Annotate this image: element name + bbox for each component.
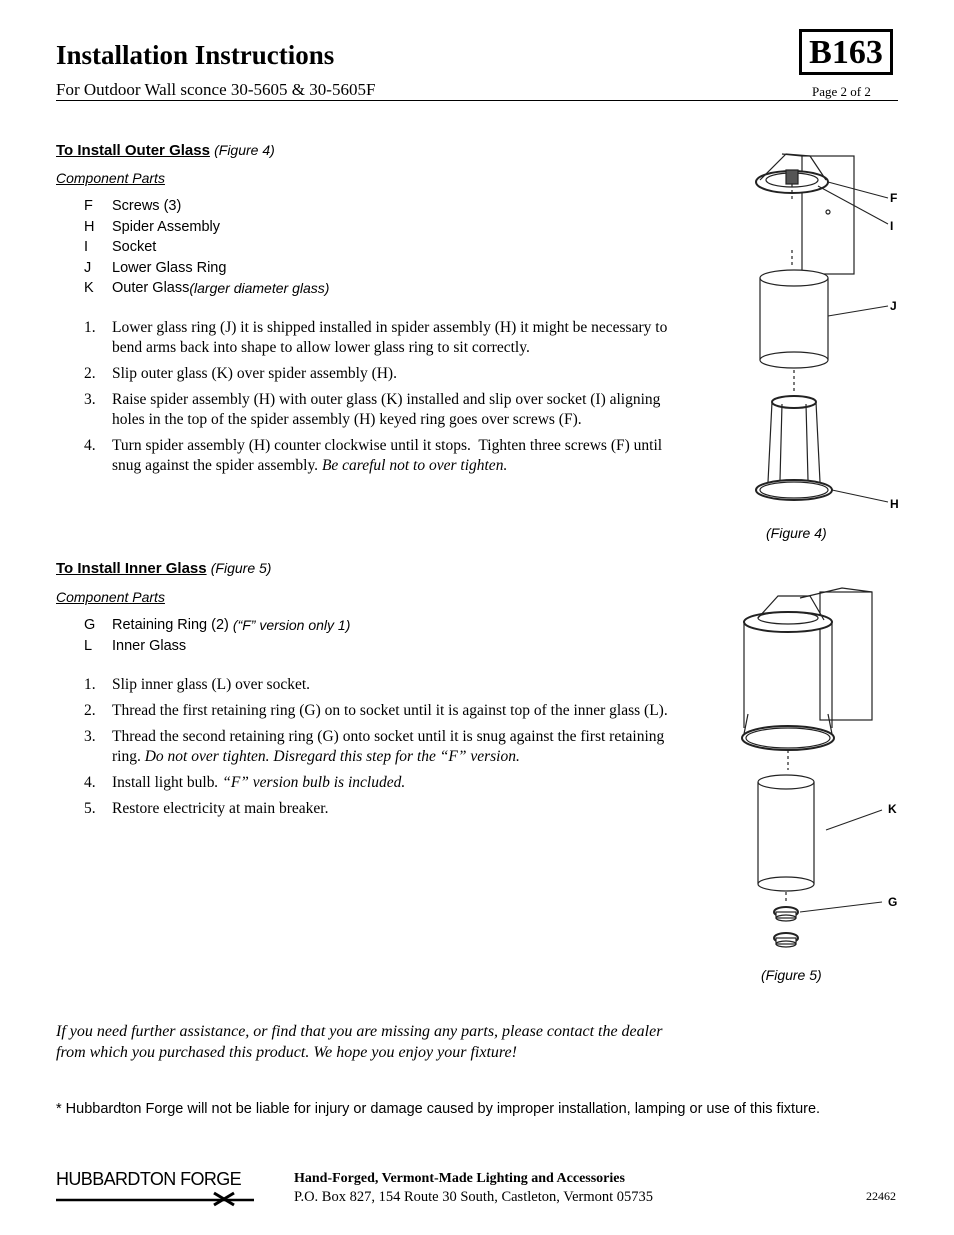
- page-subtitle: For Outdoor Wall sconce 30-5605 & 30-5605F: [56, 80, 376, 99]
- inner-glass-shape: [758, 775, 814, 789]
- step-number: 3.: [84, 391, 96, 408]
- header-divider: [56, 100, 898, 101]
- step-main-text: Raise spider assembly (H) with outer glass (K) installed and slip over socket (I) aligning holes in the top of the spider assembly (H) keyed ring goes over screws (F).: [112, 391, 665, 428]
- step-main-text: Thread the second retaining ring (G) onto socket until it is snug against the first retaining ring.: [112, 728, 669, 765]
- section-title-inner-glass: [56, 560, 271, 577]
- hubbardton-forge-logo: [56, 1167, 266, 1209]
- part-code: I: [84, 239, 89, 255]
- part-name: Spider Assembly: [112, 218, 220, 235]
- step-main-text: Install light bulb: [112, 774, 215, 791]
- spider-ring-shape: [742, 726, 834, 750]
- instruction-step: [84, 799, 694, 819]
- document-number: 22462: [866, 1189, 896, 1203]
- component-parts-heading: Component Parts: [56, 589, 165, 605]
- step-text: [112, 799, 694, 819]
- figure-5-drawing: [730, 582, 910, 960]
- step-text: [112, 701, 694, 721]
- component-parts-list: [84, 617, 350, 658]
- component-part-item: [84, 638, 350, 659]
- company-address: P.O. Box 827, 154 Route 30 South, Castleton, Vermont 05735: [294, 1189, 654, 1205]
- component-part-item: [84, 239, 329, 260]
- step-emphasis-text: . “F” version bulb is included.: [214, 774, 406, 791]
- figure-4-drawing: [740, 140, 910, 520]
- instruction-steps-list: [84, 318, 694, 482]
- step-text: [112, 675, 694, 695]
- instruction-step: [84, 701, 694, 721]
- liability-disclaimer: * Hubbardton Forge will not be liable for injury or damage caused by improper installation, lamping or use of this fixture.: [56, 1101, 821, 1117]
- step-number: 4.: [84, 774, 96, 791]
- company-tagline: Hand-Forged, Vermont-Made Lighting and Accessories: [294, 1171, 625, 1186]
- step-emphasis-text: Do not over tighten. Disregard this step for the “F” version.: [144, 748, 520, 765]
- step-text: [112, 436, 694, 476]
- instruction-step: [84, 773, 694, 793]
- step-main-text: Slip outer glass (K) over spider assembly (H).: [112, 365, 397, 382]
- part-code: G: [84, 617, 96, 633]
- step-main-text: Thread the first retaining ring (G) on to socket until it is against top of the inner glass (L).: [112, 702, 668, 719]
- part-name: Outer Glass: [112, 280, 190, 296]
- figure-4-caption: (Figure 4): [766, 525, 827, 541]
- part-code: J: [84, 259, 92, 276]
- callout-label-i: I: [890, 219, 894, 233]
- step-number: 2.: [84, 365, 96, 382]
- figure-5-caption: (Figure 5): [761, 967, 822, 983]
- instruction-step: [84, 675, 694, 695]
- outer-glass-top-shape: [744, 612, 832, 632]
- document-code-box: B163: [799, 29, 893, 75]
- step-text: [112, 390, 694, 430]
- step-emphasis-text: Be careful not to over tighten.: [321, 457, 508, 474]
- component-parts-heading: Component Parts: [56, 170, 165, 186]
- instruction-step: [84, 364, 694, 384]
- step-text: [112, 727, 694, 767]
- section-title-outer-glass: [56, 142, 275, 159]
- leader-line: [832, 490, 888, 502]
- instruction-step: [84, 318, 694, 358]
- section-figure-ref: (Figure 4): [214, 142, 275, 158]
- callout-label-f: F: [890, 191, 898, 205]
- callout-label-h: H: [890, 497, 899, 511]
- component-part-item: [84, 280, 329, 301]
- instruction-step: [84, 436, 694, 476]
- callout-label-k: K: [888, 802, 897, 816]
- step-number: 1.: [84, 319, 96, 336]
- assistance-note: If you need further assistance, or find that you are missing any parts, please contact the dealer from which you purchased this product. We hope you enjoy your fixture!: [56, 1023, 663, 1061]
- step-number: 3.: [84, 728, 96, 745]
- page-title: Installation Instructions: [56, 40, 335, 70]
- step-number: 2.: [84, 702, 96, 719]
- leader-line: [800, 902, 882, 912]
- component-parts-list: [84, 198, 329, 301]
- lower-glass-ring-shape: [760, 270, 828, 286]
- section-figure-ref: (Figure 5): [210, 560, 272, 576]
- spider-assembly-shape: [772, 396, 816, 408]
- step-main-text: Lower glass ring (J) it is shipped installed in spider assembly (H) it might be necessary to bend arms back into shape to allow lower glass ring to sit correctly.: [112, 319, 672, 356]
- callout-label-j: J: [890, 299, 897, 313]
- component-part-item: [84, 219, 329, 240]
- part-code: L: [84, 637, 93, 654]
- part-name: Screws (3): [112, 198, 182, 214]
- step-main-text: Turn spider assembly (H) counter clockwise until it stops. Tighten three screws (F) until snug against the spider assembly.: [112, 437, 666, 474]
- step-number: 5.: [84, 800, 96, 817]
- step-main-text: Slip inner glass (L) over socket.: [112, 676, 311, 693]
- wall-plate-shape: [820, 592, 872, 720]
- component-part-item: [84, 260, 329, 281]
- step-text: [112, 773, 694, 793]
- part-name: Socket: [112, 239, 157, 255]
- instruction-step: [84, 727, 694, 767]
- step-number: 1.: [84, 676, 96, 693]
- logo-text: HUBBARDTON FORGE: [56, 1169, 242, 1189]
- leader-line: [828, 306, 888, 316]
- part-code: H: [84, 218, 95, 235]
- step-text: [112, 364, 694, 384]
- step-number: 4.: [84, 437, 96, 454]
- step-text: [112, 318, 694, 358]
- part-note: (larger diameter glass): [189, 280, 330, 296]
- instruction-steps-list: [84, 675, 694, 825]
- page-number: Page 2 of 2: [812, 84, 871, 99]
- callout-label-g: G: [888, 895, 898, 909]
- part-note: (“F” version only 1): [232, 617, 351, 633]
- part-code: F: [84, 198, 93, 214]
- part-code: K: [84, 280, 94, 296]
- section-title-text: To Install Outer Glass: [56, 142, 210, 159]
- step-main-text: Restore electricity at main breaker.: [112, 800, 329, 817]
- part-name: Lower Glass Ring: [112, 259, 227, 276]
- instruction-step: [84, 390, 694, 430]
- component-part-item: [84, 617, 350, 638]
- section-title-text: To Install Inner Glass: [56, 560, 207, 577]
- socket-shape: [786, 170, 798, 184]
- part-name: Retaining Ring (2): [112, 617, 233, 633]
- component-part-item: [84, 198, 329, 219]
- part-name: Inner Glass: [112, 637, 187, 654]
- leader-line: [826, 810, 882, 830]
